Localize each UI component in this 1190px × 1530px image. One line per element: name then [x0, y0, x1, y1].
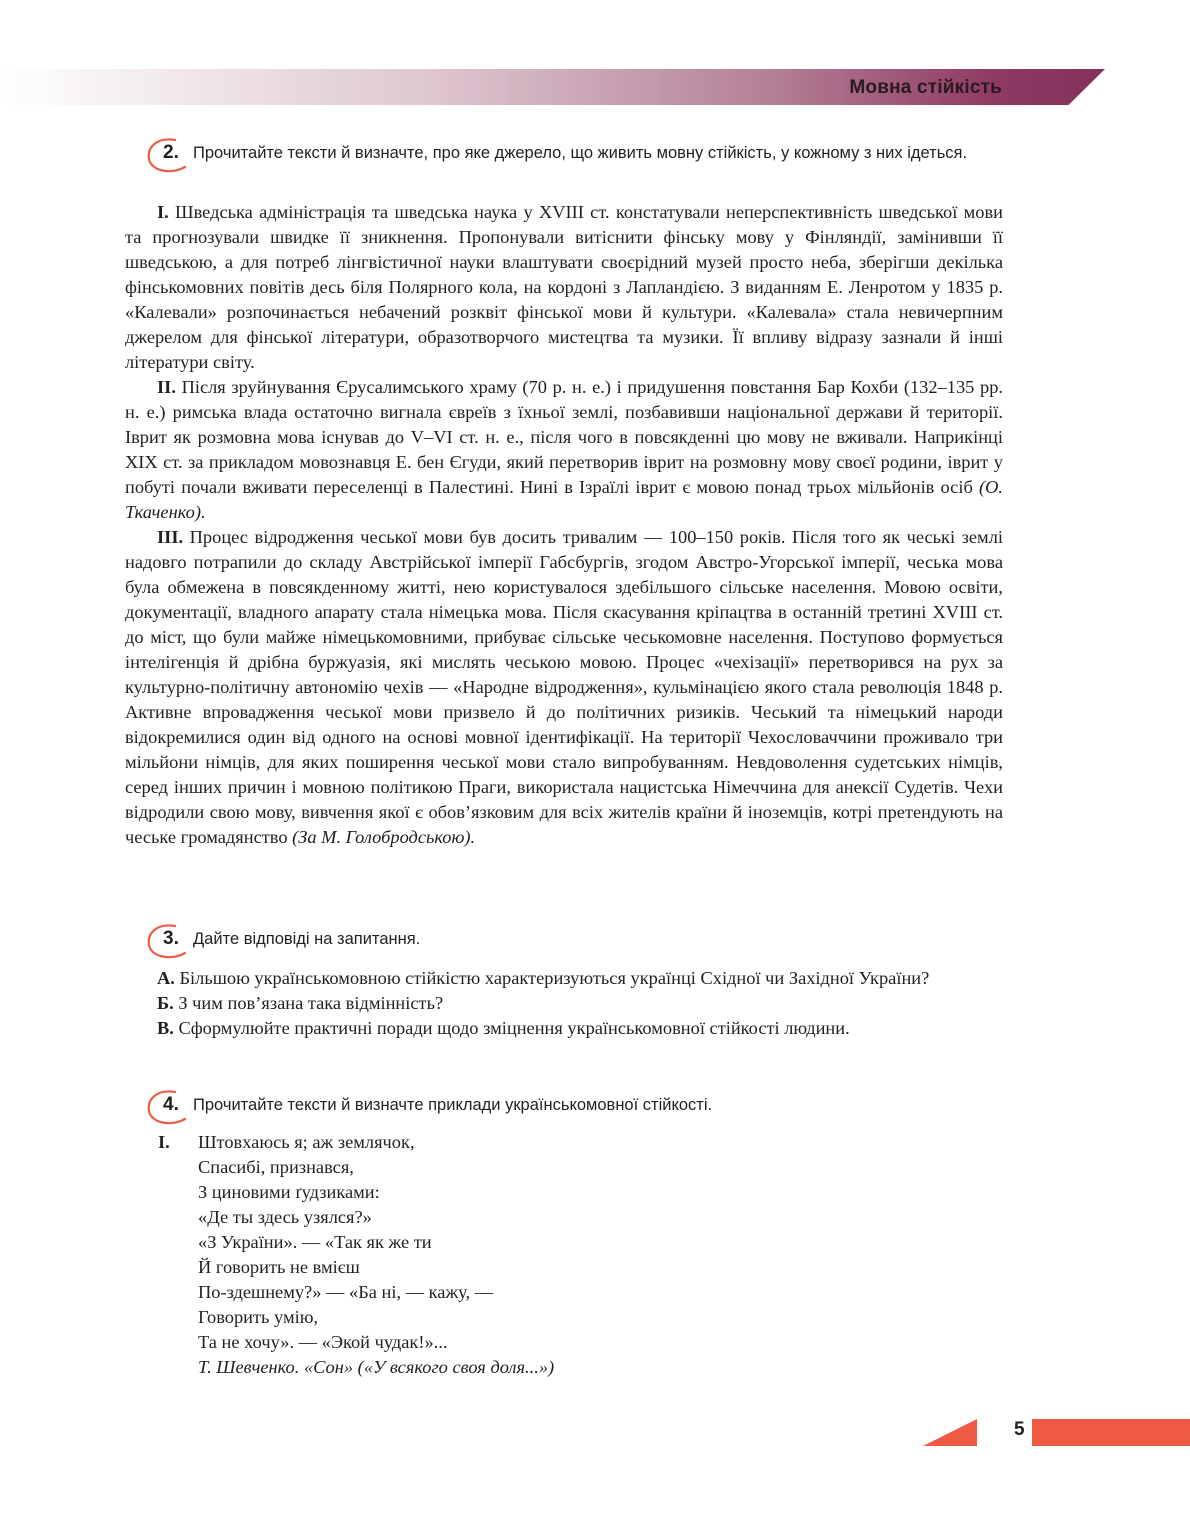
task-number: 2.	[163, 142, 179, 163]
task-number: 3.	[163, 928, 179, 949]
text-block-2	[125, 375, 1003, 525]
task-3-header	[145, 927, 1015, 951]
task-number-badge	[145, 923, 189, 959]
poem-marker: I.	[158, 1132, 170, 1152]
task-number-badge	[145, 1089, 189, 1125]
text-source: (О. Ткаченко).	[125, 477, 1003, 522]
poem-line: «Де ты здесь узялся?»	[198, 1207, 372, 1227]
poem-attribution: Т. Шевченко. «Сон» («У всякого своя доля...»)	[198, 1357, 555, 1377]
poem-line: Та не хочу». — «Экой чудак!»...	[198, 1332, 448, 1352]
text-body: Шведська адміністрація та шведська наука у XVIII ст. констатували неперспективність шведської мови та прогнозували швидке її зникнення. Пропонували витіснити фінську мову у Фінляндії, замінивши її шведською, а для потреб лінгвістичної науки влаштувати своєрідний музей просто неба, зберігши декілька фінськомовних повітів десь біля Полярного кола, на кордоні з Лапландією. З виданням Е. Ленротом у 1835 р. «Калевали» розпочинається небачений розквіт фінської мови й культури. «Калевала» стала невичерпним джерелом для фінської літератури, образотворчого мистецтва та музики. Її впливу відразу зазнали й інші літератури світу.	[125, 202, 1003, 372]
question-marker: В.	[157, 1018, 174, 1038]
task-number-badge	[145, 137, 189, 173]
text-marker: II.	[157, 377, 176, 397]
text-body: Процес відродження чеської мови був досить тривалим — 100–150 років. Після того як чеські землі надовго потрапили до складу Австрійської імперії Габсбургів, згодом Австро-Угорської імперії, чеська мова була обмежена в повсякденному житті, нею користувалося здебільшого сільське населення. Мовою освіти, документації, владного апарату стала німецька мова. Після скасування кріпацтва в останній третині XVIII ст. до міст, що були майже німецькомовними, прибуває сільське чеськомовне населення. Поступово формується інтелігенція й дрібна буржуазія, які мислять чеською мовою. Процес «чехізації» перетворився на рух за культурно-політичну автономію чехів — «Народне відродження», кульмінацією якого стала революція 1848 р. Активне впровадження чеської мови призвело й до політичних ризиків. Чеський та німецький народи відокремилися один від одного на основі мовної ідентифікації. На території Чехословаччини проживало три мільйони німців, для яких поширення чеської мови стало випробуванням. Невдоволення судетських німців, серед інших причин і мовною політикою Праги, використала нацистська Німеччина для анексії Судетів. Чехи відродили свою мову, вивчення якої є обов’язковим для всіх жителів країни й іноземців, котрі претендують на чеське громадянство	[125, 527, 1003, 847]
poem-line: Спасибі, признався,	[198, 1157, 354, 1177]
poem-line: По-здешнему?» — «Ба ні, — кажу, —	[198, 1282, 494, 1302]
question-item	[125, 966, 1003, 991]
task-instruction: Прочитайте тексти й визначте приклади українськомовної стійкості.	[193, 1096, 713, 1114]
question-text: Сформулюйте практичні поради щодо зміцнення українськомовної стійкості людини.	[178, 1018, 850, 1038]
question-marker: Б.	[157, 993, 174, 1013]
poem	[198, 1130, 554, 1380]
question-text: Більшою українськомовною стійкістю характеризуються українці Східної чи Західної України?	[179, 968, 930, 988]
question-marker: А.	[157, 968, 175, 988]
text-block-1	[125, 200, 1003, 375]
task-2-header	[145, 141, 1015, 165]
task-instruction: Прочитайте тексти й визначте, про яке джерело, що живить мовну стійкість, у кожному з них ідеться.	[193, 144, 968, 162]
text-marker: I.	[157, 202, 169, 222]
question-list	[125, 966, 1003, 1041]
task-4-header	[145, 1093, 1015, 1117]
poem-line: Й говорить не вмієш	[198, 1257, 360, 1277]
poem-line: З циновими ґудзиками:	[198, 1182, 380, 1202]
text-marker: III.	[157, 527, 184, 547]
page-number: 5	[1014, 1419, 1025, 1440]
text-source: (За М. Голобродською).	[292, 827, 476, 847]
text-block-3	[125, 525, 1003, 850]
poem-line: Говорить умію,	[198, 1307, 319, 1327]
section-title: Мовна стійкість	[849, 77, 1002, 98]
poem-line: Штовхаюсь я; аж землячок,	[198, 1132, 415, 1152]
question-item	[125, 1016, 1003, 1041]
footer-accent-right	[1032, 1419, 1190, 1446]
question-item	[125, 991, 1003, 1016]
poem-line: «З України». — «Так як же ти	[198, 1232, 432, 1252]
text-body: Після зруйнування Єрусалимського храму (70 р. н. е.) і придушення повстання Бар Кохби (132–135 рр. н. е.) римська влада остаточно вигнала євреїв з їхньої землі, позбавивши національної держави й території. Іврит як розмовна мова існував до V–VI ст. н. е., після чого в повсякденні цю мову не вживали. Наприкінці XIX ст. за прикладом мовознавця Е. бен Єгуди, який перетворив іврит на розмовну мову своєї родини, іврит у побуті почали вживати переселенці в Палестині. Нині в Ізраїлі іврит є мовою понад трьох мільйонів осіб	[125, 377, 1003, 497]
footer-accent-left	[923, 1419, 977, 1446]
task-number: 4.	[163, 1094, 179, 1115]
task-instruction: Дайте відповіді на запитання.	[193, 930, 421, 948]
question-text: З чим пов’язана така відмінність?	[178, 993, 444, 1013]
